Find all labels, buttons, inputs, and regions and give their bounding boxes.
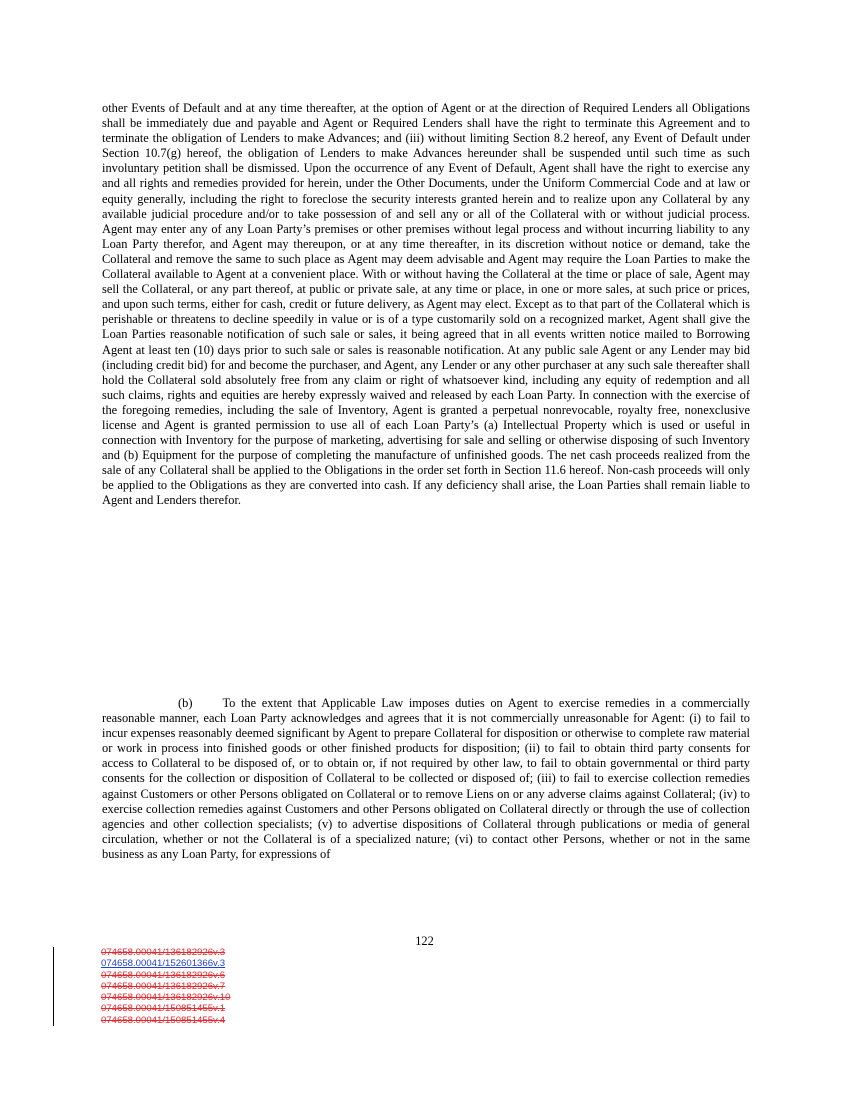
doc-id-line: 074658.00041/150851455v.1 [101,1003,226,1015]
doc-id-line: 074658.00041/136182926v.7 [101,980,226,992]
doc-id-line: 074658.00041/136182926v.6 [101,969,226,981]
page-number: 122 [415,934,434,948]
doc-id-line: 074658.00041/152601366v.3 [101,958,226,970]
document-id-footer [53,947,230,1026]
body-paragraph-b [102,696,750,862]
doc-id-line: 074658.00041/150851455v.4 [101,1014,226,1026]
body-paragraph-continuation: other Events of Default and at any time thereafter, at the option of Agent or at the direction of Required Lenders all Obligations shall be immediately due and payable and Agent or Required Lenders shall have the right to terminate this Agreement and to terminate the obligation of Lenders to make Advances; and (iii) without limiting Section 8.2 hereof, any Event of Default under Section 10.7(g) hereof, the obligation of Lenders to make Advances hereunder shall be suspended until such time as such involuntary petition shall be dismissed. Upon the occurrence of any Event of Default, Agent shall have the right to exercise any and all rights and remedies provided for herein, under the Other Documents, under the Uniform Commercial Code and at law or equity generally, including the right to foreclose the security interests granted herein and to realize upon any Collateral by any available judicial procedure and/or to take possession of and sell any or all of the Collateral with or without judicial process. Agent may enter any of any Loan Party’s premises or other premises without legal process and without incurring liability to any Loan Party therefor, and Agent may thereupon, or at any time thereafter, in its discretion without notice or demand, take the Collateral and remove the same to such place as Agent may deem advisable and Agent may require the Loan Parties to make the Collateral available to Agent at a convenient place. With or without having the Collateral at the time or place of sale, Agent may sell the Collateral, or any part thereof, at public or private sale, at any time or place, in one or more sales, at such price or prices, and upon such terms, either for cash, credit or future delivery, as Agent may elect. Except as to that part of the Collateral which is perishable or threatens to decline speedily in value or is of a type customarily sold on a recognized market, Agent shall give the Loan Parties reasonable notification of such sale or sales, it being agreed that in all events written notice mailed to Borrowing Agent at least ten (10) days prior to such sale or sales is reasonable notification. At any public sale Agent or any Lender may bid (including credit bid) for and become the purchaser, and Agent, any Lender or any other purchaser at any such sale thereafter shall hold the Collateral sold absolutely free from any claim or right of whatsoever kind, including any equity of redemption and all such claims, rights and equities are hereby expressly waived and released by each Loan Party. In connection with the exercise of the foregoing remedies, including the sale of Inventory, Agent is granted a perpetual nonrevocable, royalty free, nonexclusive license and Agent is granted permission to use all of each Loan Party’s (a) Intellectual Property which is used or useful in connection with Inventory for the purpose of marketing, advertising for sale and selling or otherwise disposing of such Inventory and (b) Equipment for the purpose of completing the manufacture of unfinished goods. The net cash proceeds realized from the sale of any Collateral shall be applied to the Obligations in the order set forth in Section 11.6 hereof. Non-cash proceeds will only be applied to the Obligations as they are converted into cash. If any deficiency shall arise, the Loan Parties shall remain liable to Agent and Lenders therefor. [102,101,750,508]
doc-id-line: 074658.00041/136182926v.3 [101,947,226,958]
doc-id-line: 074658.00041/136182926v.10 [101,992,231,1004]
paragraph-label: (b) [178,696,193,710]
paragraph-b-text: To the extent that Applicable Law imposes duties on Agent to exercise remedies in a commercially reasonable manner, each Loan Party acknowledges and agrees that it is not commercially unreasonable for Agent: (i) to fail to incur expenses reasonably deemed significant by Agent to prepare Collateral for disposition or otherwise to complete raw material or work in process into finished goods or other finished products for disposition; (ii) to fail to obtain third party consents for access to Collateral to be disposed of, or to obtain or, if not required by other law, to fail to obtain governmental or third party consents for the collection or disposition of Collateral to be collected or disposed of; (iii) to fail to exercise collection remedies against Customers or other Persons obligated on Collateral or to remove Liens on or any adverse claims against Collateral; (iv) to exercise collection remedies against Customers and other Persons obligated on Collateral directly or through the use of collection agencies and other collection specialists; (v) to advertise dispositions of Collateral through publications or media of general circulation, whether or not the Collateral is of a specialized nature; (vi) to contact other Persons, whether or not in the same business as any Loan Party, for expressions of [102,696,750,861]
